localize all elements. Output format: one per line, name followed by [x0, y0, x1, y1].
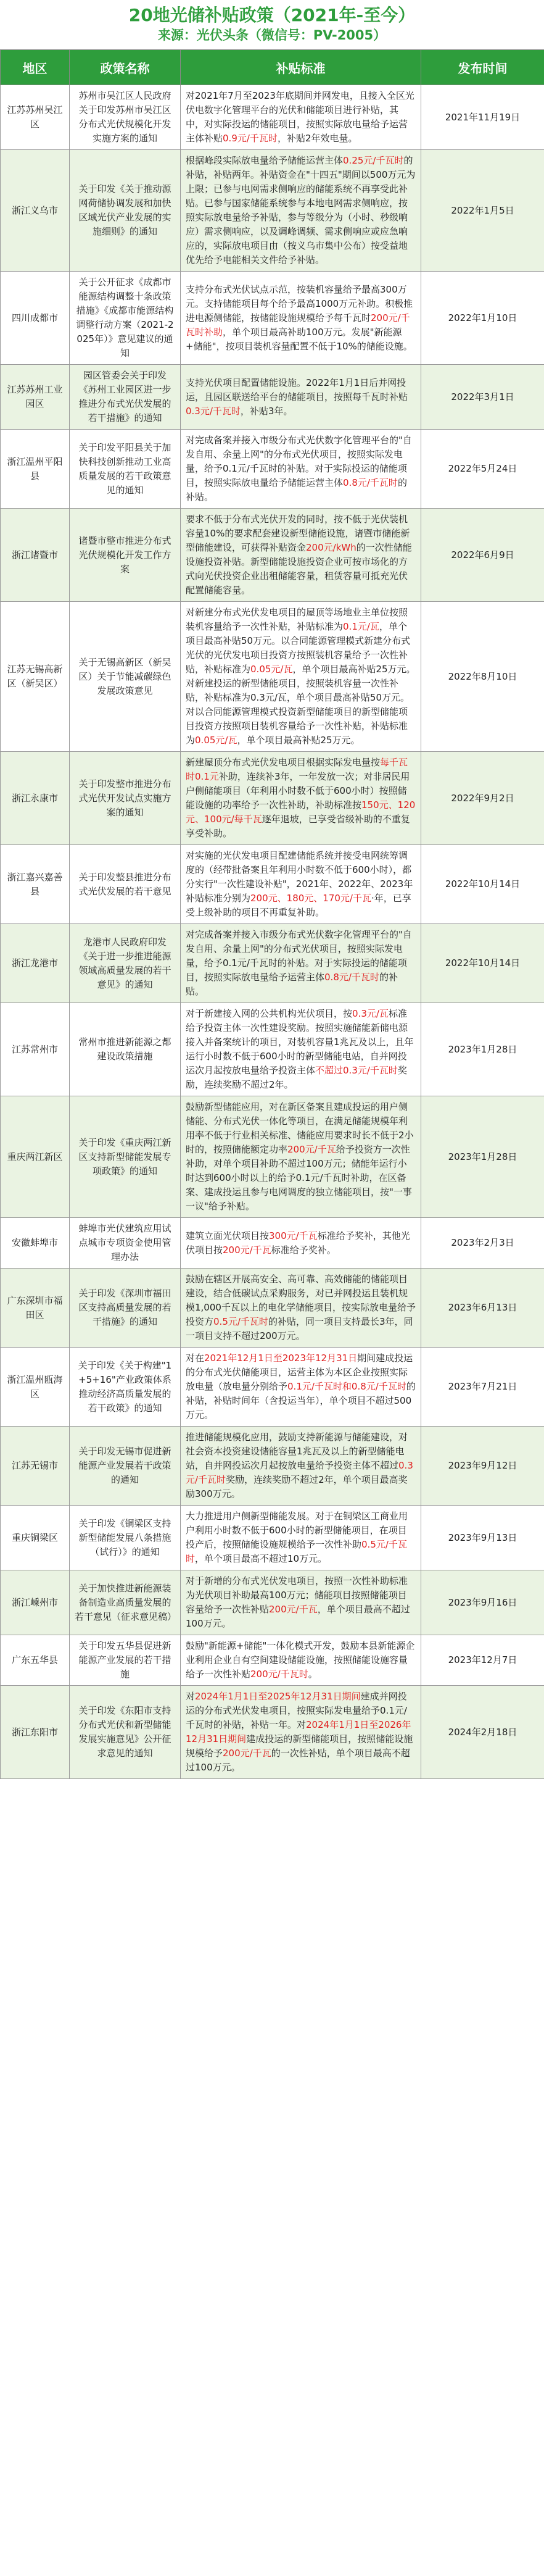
cell-publish-date: 2023年9月13日 [421, 1506, 544, 1570]
cell-policy-name: 关于印发《重庆两江新区支持新型储能发展专项政策》的通知 [70, 1096, 181, 1218]
cell-region: 浙江温州瓯海区 [1, 1348, 70, 1427]
cell-subsidy-standard [181, 85, 421, 150]
cell-policy-name: 关于公开征求《成都市能源结构调整十条政策措施》《成都市能源结构调整行动方案（2021-2025年）》意见建议的通知 [70, 272, 181, 365]
cell-region: 浙江诸暨市 [1, 509, 70, 602]
cell-policy-name: 诸暨市整市推进分布式光伏规模化开发工作方案 [70, 509, 181, 602]
table-row [1, 1003, 544, 1096]
text-segment: 对于新增的分布式光伏发电项目，按照一次性补助标准为光伏项目补助最高100万元；储能项目按照储能项目容量给予一次性补贴 [186, 1575, 408, 1615]
table-row [1, 1635, 544, 1686]
table-row [1, 1570, 544, 1635]
highlighted-text: 200元/kWh [306, 542, 356, 553]
cell-publish-date: 2022年5月24日 [421, 430, 544, 509]
cell-subsidy-standard [181, 150, 421, 272]
cell-publish-date: 2022年6月9日 [421, 509, 544, 602]
highlighted-text: 0.3元/瓦 [352, 1008, 389, 1019]
text-segment: 的补贴。 [186, 972, 398, 997]
table-row [1, 1427, 544, 1506]
highlighted-text: 0.25元/千瓦时 [343, 155, 404, 166]
text-segment: 的一次性补贴，单个项目最高不超过100万元。 [186, 1748, 410, 1773]
table-row [1, 602, 544, 752]
text-segment: 对在 [186, 1353, 205, 1364]
text-segment: 建成并网投运的分布式光伏发电项目，按照实际发电量给予0.1元/千瓦时的补贴，补贴一年。对 [186, 1691, 407, 1730]
text-segment: 期间建成投运的分布式光伏储能项目，运营主体为本区企业按照实际放电量（放电量分别给予 [186, 1353, 413, 1392]
cell-publish-date: 2023年12月7日 [421, 1635, 544, 1686]
text-segment: 支持光伏项目配置储能设施。2022年1月1日后并网投运，且园区联送给平台的储能项目，按照每千瓦时补贴 [186, 377, 408, 402]
cell-publish-date: 2023年2月3日 [421, 1218, 544, 1269]
text-segment: 的补贴，补贴两年。补贴资金在"十四五"期间以500万元为上限；已参与电网需求侧响应的储能系统不再享受此补贴。已参与国家储能系统参与本地电网需求侧响应，按照实际放电量给予补贴，参与等级分为（小时、秒级响应）需求侧响应，以及调峰调频、需求侧响应或应急响应的，实际放电项目由（按义乌市集中公布）按受益地优先给予电能相关文件给予补贴。 [186, 155, 416, 265]
cell-subsidy-standard [181, 1096, 421, 1218]
highlighted-text: 0.3元/千瓦时 [186, 405, 241, 417]
highlighted-text: 0.5元/千瓦时 [186, 1539, 407, 1564]
cell-policy-name: 常州市推进新能源之都建设政策措施 [70, 1003, 181, 1096]
highlighted-text: 0.8元/千瓦时 [324, 972, 379, 983]
cell-policy-name: 关于印发无锡市促进新能源产业发展若干政策的通知 [70, 1427, 181, 1506]
cell-publish-date: 2022年9月2日 [421, 752, 544, 845]
cell-policy-name: 龙港市人民政府印发《关于进一步推进能源领域高质量发展的若干意见》的通知 [70, 924, 181, 1003]
highlighted-text: 0.05元/瓦 [250, 664, 293, 675]
cell-region: 四川成都市 [1, 272, 70, 365]
highlighted-text: 2021年12月1日至2023年12月31日 [204, 1353, 358, 1364]
header-region: 地区 [1, 50, 70, 85]
cell-subsidy-standard [181, 365, 421, 430]
text-segment: 对 [186, 1691, 196, 1702]
text-segment: 根据峰段实际放电量给予储能运营主体 [186, 155, 344, 166]
cell-region: 浙江龙港市 [1, 924, 70, 1003]
table-row [1, 752, 544, 845]
cell-region: 江苏苏州工业园区 [1, 365, 70, 430]
text-segment: ，补贴2年效电量。 [277, 133, 358, 144]
table-row [1, 365, 544, 430]
table-row [1, 845, 544, 924]
cell-subsidy-standard [181, 1348, 421, 1427]
highlighted-text: 300元/千瓦 [269, 1230, 318, 1241]
cell-policy-name: 关于印发《东阳市支持分布式光伏和新型储能发展实施意见》公开征求意见的通知 [70, 1686, 181, 1779]
cell-region: 广东深圳市福田区 [1, 1269, 70, 1348]
text-segment: 大力推进用户侧新型储能发展。对于在铜梁区工商业用户利用小时数不低于600小时的新型储能项目，在项目投产后，按照储能设施规模给予一次性补助 [186, 1511, 408, 1550]
table-row [1, 272, 544, 365]
cell-policy-name: 园区管委会关于印发《苏州工业园区进一步推进分布式光伏发展的若干措施》的通知 [70, 365, 181, 430]
table-row [1, 1506, 544, 1570]
highlighted-text: 0.1元/千瓦时和0.8元/千瓦时 [287, 1381, 406, 1392]
cell-publish-date: 2022年3月1日 [421, 365, 544, 430]
cell-region: 重庆铜梁区 [1, 1506, 70, 1570]
text-segment: ·年，已享受上级补助的项目不再重复补助。 [186, 893, 411, 918]
text-segment: 对新建分布式光伏发电项目的屋顶等场地业主单位按照装机容量给予一次性补贴，补贴标准为 [186, 607, 408, 632]
text-segment: 补助，连续补3年，一年发放一次；对非居民用户侧储能项目（年利用小时数不低于600小时）按照储能设施的功率给予一次性补助，补助标准按 [186, 771, 410, 811]
cell-publish-date: 2022年8月10日 [421, 602, 544, 752]
highlighted-text: 2024年1月1日至2025年12月31日期间 [195, 1691, 361, 1702]
text-segment: 对2021年7月至2023年底期间并网发电，且接入全区光伏电数字化管理平台的光伏和储能项目进行补贴，其中，对实际投运的储能项目，按照实际放电量给予运营主体补贴 [186, 90, 414, 144]
table-row [1, 430, 544, 509]
text-segment: 鼓励"新能源+储能"一体化模式开发，鼓励本县新能源企业利用企业自有空间建设储能设施，按照储能设施容量给予一次性补贴 [186, 1640, 415, 1680]
cell-policy-name: 关于无锡高新区（新吴区）关于节能减碳绿色发展政策意见 [70, 602, 181, 752]
text-segment: ，单个项目最高不超过100万元。 [186, 1604, 410, 1629]
cell-subsidy-standard [181, 1218, 421, 1269]
cell-subsidy-standard [181, 845, 421, 924]
cell-publish-date: 2022年10月14日 [421, 845, 544, 924]
cell-region: 广东五华县 [1, 1635, 70, 1686]
text-segment: ，单个项目最高补贴50万元。以合同能源管理模式新建分布式光伏的光伏发电项目投资方按照装机容量给予一次性补贴，补贴标准为 [186, 621, 411, 675]
text-segment: 对实施的光伏发电项目配建储能系统并接受电网统筹调度的（经带批备案且年利用小时数不低于600小时），都分实行"一次性建设补贴"，2021年、2022年、2023年补贴标准分别为 [186, 850, 413, 904]
text-segment: ，单个项目最高补助100万元。发展"新能源+储能"，按项目装机容量配置不低于10%的储能设施。 [186, 326, 413, 352]
text-segment: ，补贴3年。 [240, 405, 293, 417]
cell-subsidy-standard [181, 1635, 421, 1686]
cell-region: 江苏无锡市 [1, 1427, 70, 1506]
highlighted-text: 150元、120元、100元/每千瓦 [186, 799, 416, 825]
header-publish-date: 发布时间 [421, 50, 544, 85]
text-segment: 的补贴。 [186, 477, 407, 502]
table-row [1, 150, 544, 272]
highlighted-text: 0.1元/瓦 [343, 621, 379, 632]
cell-policy-name: 关于印发平阳县关于加快科技创新推动工业高质量发展的若干政策意见的通知 [70, 430, 181, 509]
cell-subsidy-standard [181, 1686, 421, 1779]
cell-subsidy-standard [181, 924, 421, 1003]
text-segment: 给予投资方一次性补助，对单个项目补助不超过100万元；储能年运行小时达到600小时以上的给予0.1元/千瓦时补助，在区备案、建成投运且参与电网调度的独立储能项目，按"一事一议"给予补贴。 [186, 1144, 412, 1212]
text-segment: 鼓励在辖区开展高安全、高可靠、高效储能的储能项目建设，结合低碳试点采购服务，对已并网投运且装机规模1,000千瓦以上的电化学储能项目，按实际放电量给予投资方 [186, 1273, 416, 1327]
text-segment: 对完成备案并接入市级分布式光伏数字化管理平台的"自发自用、余量上网"的分布式光伏项目，按照实际发电量，给予0.1元/千瓦时的补贴。对于实际投运的储能项目，按照实际放电量给予运营主体 [186, 929, 412, 983]
policy-table [0, 49, 544, 1779]
cell-region: 浙江东阳市 [1, 1686, 70, 1779]
cell-region: 重庆两江新区 [1, 1096, 70, 1218]
table-row [1, 509, 544, 602]
highlighted-text: 200元/千瓦时补助 [186, 312, 410, 338]
highlighted-text: 2024年1月1日至2026年12月31日期间 [186, 1719, 411, 1744]
table-row [1, 85, 544, 150]
cell-subsidy-standard [181, 752, 421, 845]
text-segment: 奖励，连续奖励不超过2年，单个项目最高奖励300万元。 [186, 1474, 408, 1499]
text-segment: 建筑立面光伏项目按 [186, 1230, 270, 1241]
cell-subsidy-standard [181, 272, 421, 365]
highlighted-text: 0.3元/千瓦时 [186, 1460, 413, 1485]
text-segment: 要求不低于分布式光伏开发的同时，按不低于光伏装机容量10%的要求配套建设新型储能设施，诸暨市储能新型储能建设，可获得补贴资金 [186, 514, 410, 553]
highlighted-text: 每千瓦时0.1元 [186, 757, 408, 782]
cell-subsidy-standard [181, 1570, 421, 1635]
text-segment: 标准给予奖补，其他光伏项目按 [186, 1230, 410, 1256]
cell-publish-date: 2022年1月5日 [421, 150, 544, 272]
highlighted-text: 200元/千瓦 [269, 1604, 318, 1615]
cell-region: 安徽蚌埠市 [1, 1218, 70, 1269]
cell-subsidy-standard [181, 1427, 421, 1506]
highlighted-text: 0.8元/千瓦时 [343, 477, 398, 488]
cell-region: 江苏常州市 [1, 1003, 70, 1096]
table-row [1, 924, 544, 1003]
highlighted-text: 200元/千瓦时 [250, 1669, 308, 1680]
cell-publish-date: 2023年6月13日 [421, 1269, 544, 1348]
text-segment: 建成投运的新型储能项目，按照储能设施规模给予 [186, 1733, 413, 1759]
cell-region: 浙江嘉兴嘉善县 [1, 845, 70, 924]
cell-policy-name: 关于印发整市推进分布式光伏开发试点实施方案的通知 [70, 752, 181, 845]
cell-subsidy-standard [181, 602, 421, 752]
cell-publish-date: 2022年1月10日 [421, 272, 544, 365]
cell-policy-name: 蚌埠市光伏建筑应用试点城市专项资金使用管理办法 [70, 1218, 181, 1269]
cell-subsidy-standard [181, 509, 421, 602]
table-row [1, 1096, 544, 1218]
header-policy-name: 政策名称 [70, 50, 181, 85]
cell-region: 浙江永康市 [1, 752, 70, 845]
text-segment: ，单个项目最高补贴25万元。 [237, 735, 360, 746]
text-segment: 新建屋顶分布式光伏发电项目根据实际发电量按 [186, 757, 381, 768]
highlighted-text: 200元、180元、170元/千瓦 [250, 893, 371, 904]
cell-subsidy-standard [181, 430, 421, 509]
text-segment: 对完成备案并接入市级分布式光伏数字化管理平台的"自发自用、余量上网"的分布式光伏项目，按照实际发电量，给予0.1元/千瓦时的补贴。对于实际投运的储能项目，按照实际放电量给予储能运营主体 [186, 435, 412, 488]
cell-publish-date: 2024年2月18日 [421, 1686, 544, 1779]
page-title: 20地光储补贴政策（2021年-至今） [128, 5, 416, 25]
cell-subsidy-standard [181, 1003, 421, 1096]
text-segment: 的一次性储能设施投资补贴。新型储能设施投资企业可按市场化的方式向光伏投资企业出租储能容量，租赁容量可抵充光伏配置储能容量。 [186, 542, 412, 596]
table-row [1, 1686, 544, 1779]
cell-publish-date: 2023年1月28日 [421, 1003, 544, 1096]
cell-policy-name: 关于印发整县推进分布式光伏发展的若干意见 [70, 845, 181, 924]
text-segment: 逐年退坡，已享受省级补助的不重复享受补助。 [186, 814, 410, 839]
text-segment: 支持分布式光伏试点示范，按装机容量给予最高300万元。支持储能项目每个给予最高1000万元补助。积极推进电源侧储能，按储能设施规模给予每千瓦时 [186, 283, 413, 323]
text-segment: 标准给予奖补。 [271, 1244, 336, 1256]
cell-policy-name: 苏州市吴江区人民政府关于印发苏州市吴江区分布式光伏规模化开发实施方案的通知 [70, 85, 181, 150]
cell-publish-date: 2022年10月14日 [421, 924, 544, 1003]
cell-policy-name: 关于印发《关于构建"1+5+16"产业政策体系推动经济高质量发展的若干政策》的通知 [70, 1348, 181, 1427]
highlighted-text: 0.9元/千瓦时 [223, 133, 278, 144]
text-segment: ，单个项目最高不超过10万元。 [195, 1553, 328, 1564]
highlighted-text: 不超过0.3元/千瓦时 [315, 1065, 398, 1076]
cell-publish-date: 2023年7月21日 [421, 1348, 544, 1427]
cell-policy-name: 关于印发《关于推动源网荷储协调发展和加快区域光伏产业发展的实施细则》的通知 [70, 150, 181, 272]
cell-publish-date: 2023年9月16日 [421, 1570, 544, 1635]
cell-region: 江苏无锡高新区（新吴区） [1, 602, 70, 752]
text-segment: 奖励，连续奖励不超过2年。 [186, 1065, 407, 1090]
page-subtitle: 来源：光伏头条（微信号：PV-2005） [157, 28, 387, 43]
cell-policy-name: 关于加快推进新能源装备制造业高质量发展的若干意见（征求意见稿） [70, 1570, 181, 1635]
cell-subsidy-standard [181, 1269, 421, 1348]
cell-publish-date: 2023年9月12日 [421, 1427, 544, 1506]
cell-policy-name: 关于印发《深圳市福田区支持高质量发展的若干措施》的通知 [70, 1269, 181, 1348]
text-segment: 标准给予投资主体一次性建设奖励。按照实施储能新储电源接入并备案统计的项目，对装机容量1兆瓦及以上，且年运行小时数不低于600小时的新型储能电站，自并网投运次月起按放电量给予投资主体 [186, 1008, 414, 1076]
text-segment: 推进储能规模化应用，鼓励支持新能源与储能建设，对社会资本投资建设储能容量1兆瓦及以上的新型储能电站，自并网投运次月起按放电量给予投资主体不超过 [186, 1432, 408, 1471]
text-segment: 。 [308, 1669, 318, 1680]
cell-policy-name: 关于印发《铜梁区支持新型储能发展八条措施（试行）》的通知 [70, 1506, 181, 1570]
table-row [1, 1269, 544, 1348]
cell-publish-date: 2021年11月19日 [421, 85, 544, 150]
text-segment: 的补贴，补贴时间年（含投运当年），单个项目不超过500万元。 [186, 1381, 416, 1420]
table-header-row [1, 50, 544, 85]
table-body [1, 85, 544, 1779]
cell-subsidy-standard [181, 1506, 421, 1570]
highlighted-text: 0.5元/千瓦时 [213, 1316, 268, 1327]
header-subsidy-standard: 补贴标准 [181, 50, 421, 85]
text-segment: 的补贴，同一项目支持最长3年，同一项目支持不超过200万元。 [186, 1316, 413, 1341]
cell-publish-date: 2023年1月28日 [421, 1096, 544, 1218]
text-segment: 对于新建接入网的公共机构光伏项目，按 [186, 1008, 353, 1019]
cell-region: 浙江义乌市 [1, 150, 70, 272]
highlighted-text: 200元/千瓦 [287, 1144, 336, 1155]
table-row [1, 1348, 544, 1427]
highlighted-text: 200元/千瓦 [223, 1748, 271, 1759]
highlighted-text: 200元/千瓦 [223, 1244, 271, 1256]
text-segment: ，单个项目最高补贴25万元。对新建投运的新型储能项目，按照装机容量一次性补贴，补贴标准为0.3元/瓦，单个项目最高补贴50万元。对以合同能源管理模式投资新型储能项目的新型储能项目投资方按照项目装机容量给予一次性补贴，补贴标准为 [186, 664, 416, 746]
cell-policy-name: 关于印发五华县促进新能源产业发展的若干措施 [70, 1635, 181, 1686]
text-segment: 鼓励新型储能应用，对在新区备案且建成投运的用户侧储能、分布式光伏一体化等项目，在满足储能规模年利用率不低于行业相关标准、储能应用要求时长不低于2小时的，按照储能额定功率 [186, 1101, 414, 1155]
highlighted-text: 0.05元/瓦 [195, 735, 237, 746]
cell-region: 浙江温州平阳县 [1, 430, 70, 509]
table-row [1, 1218, 544, 1269]
cell-region: 浙江嵊州市 [1, 1570, 70, 1635]
cell-region: 江苏苏州吴江区 [1, 85, 70, 150]
